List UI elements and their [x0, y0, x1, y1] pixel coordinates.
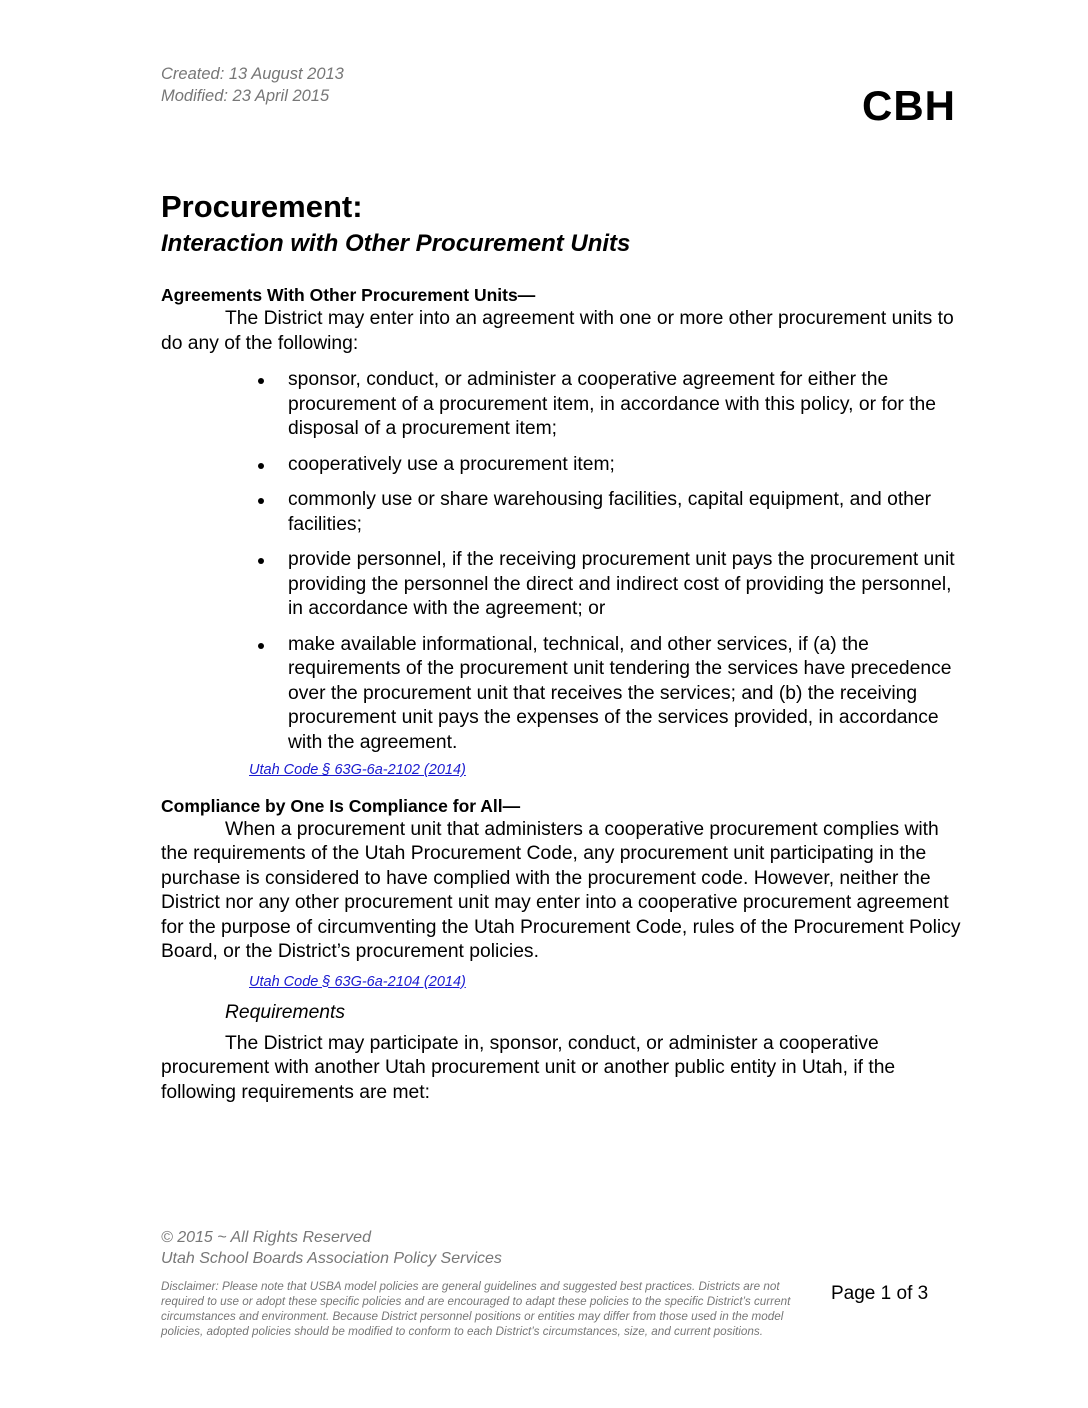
- list-item: make available informational, technical, and other services, if (a) the requirements of the procurement unit tendering the services have precedence over the procurement unit that receives the services; and (b) the receiving procurement unit pays the expenses of the services provided, in accordance with the agreement.: [288, 633, 961, 756]
- page-title: Procurement:: [161, 189, 363, 224]
- citation-link-2102[interactable]: Utah Code § 63G-6a-2102 (2014): [249, 762, 466, 778]
- section-heading-requirements: Requirements: [225, 1002, 346, 1023]
- footer-copyright-block: [161, 1227, 502, 1269]
- requirements-body: The District may participate in, sponsor, conduct, or administer a cooperative procurement with another Utah procurement unit or another public entity in Utah, if the following requirements are met:: [161, 1032, 896, 1103]
- copyright: © 2015 ~ All Rights Reserved: [161, 1229, 371, 1246]
- bullet-icon: [258, 558, 264, 564]
- list-item: commonly use or share warehousing facilities, capital equipment, and other facilities;: [288, 488, 961, 537]
- section-heading-compliance: Compliance by One Is Compliance for All—: [161, 795, 521, 816]
- bullet-icon: [258, 498, 264, 504]
- page-number: Page 1 of 3: [831, 1283, 929, 1304]
- compliance-body: When a procurement unit that administers a cooperative procurement complies with the requirements of the Utah Procurement Code, any procurement unit participating in the purchase is considered to have complied with the procurement code. However, neither the District nor any other procurement unit may enter into a cooperative procurement agreement for the purpose of circumventing the Utah Procurement Code, rules of the Procurement Policy Board, or the District’s procurement policies.: [161, 818, 961, 962]
- bullet-icon: [258, 643, 264, 649]
- created-date: Created: 13 August 2013: [161, 65, 344, 83]
- disclaimer: Disclaimer: Please note that USBA model policies are general guidelines and suggested best practices. Districts are not required to use or adopt these specific policies and are encouraged to adapt these policies to the specific District’s current circumstances and environment. Because District personnel positions or entities may differ from those used in the model policies, adopted policies should be modified to conform to each District’s circumstances, size, and current positions.: [161, 1280, 791, 1338]
- bullet-icon: [258, 463, 264, 469]
- list-item: sponsor, conduct, or administer a cooperative agreement for either the procurement of a procurement item, in accordance with this policy, or for the disposal of a procurement item;: [288, 368, 961, 442]
- agreements-list: [161, 368, 961, 755]
- document-meta: [161, 63, 344, 107]
- citation-link-2104[interactable]: Utah Code § 63G-6a-2104 (2014): [249, 973, 466, 990]
- organization: Utah School Boards Association Policy Services: [161, 1250, 502, 1267]
- section-heading-agreements: Agreements With Other Procurement Units—: [161, 285, 536, 305]
- list-item: provide personnel, if the receiving procurement unit pays the procurement unit providing the personnel the direct and indirect cost of providing the personnel, in accordance with the agreement; or: [288, 548, 961, 622]
- list-item: cooperatively use a procurement item;: [288, 453, 961, 478]
- document-body: [161, 283, 961, 1105]
- agreements-intro: The District may enter into an agreement with one or more other procurement units to do any of the following:: [161, 308, 954, 354]
- policy-code: CBH: [862, 82, 956, 129]
- page-subtitle: Interaction with Other Procurement Units: [161, 230, 631, 257]
- bullet-icon: [258, 378, 264, 384]
- modified-date: Modified: 23 April 2015: [161, 87, 330, 105]
